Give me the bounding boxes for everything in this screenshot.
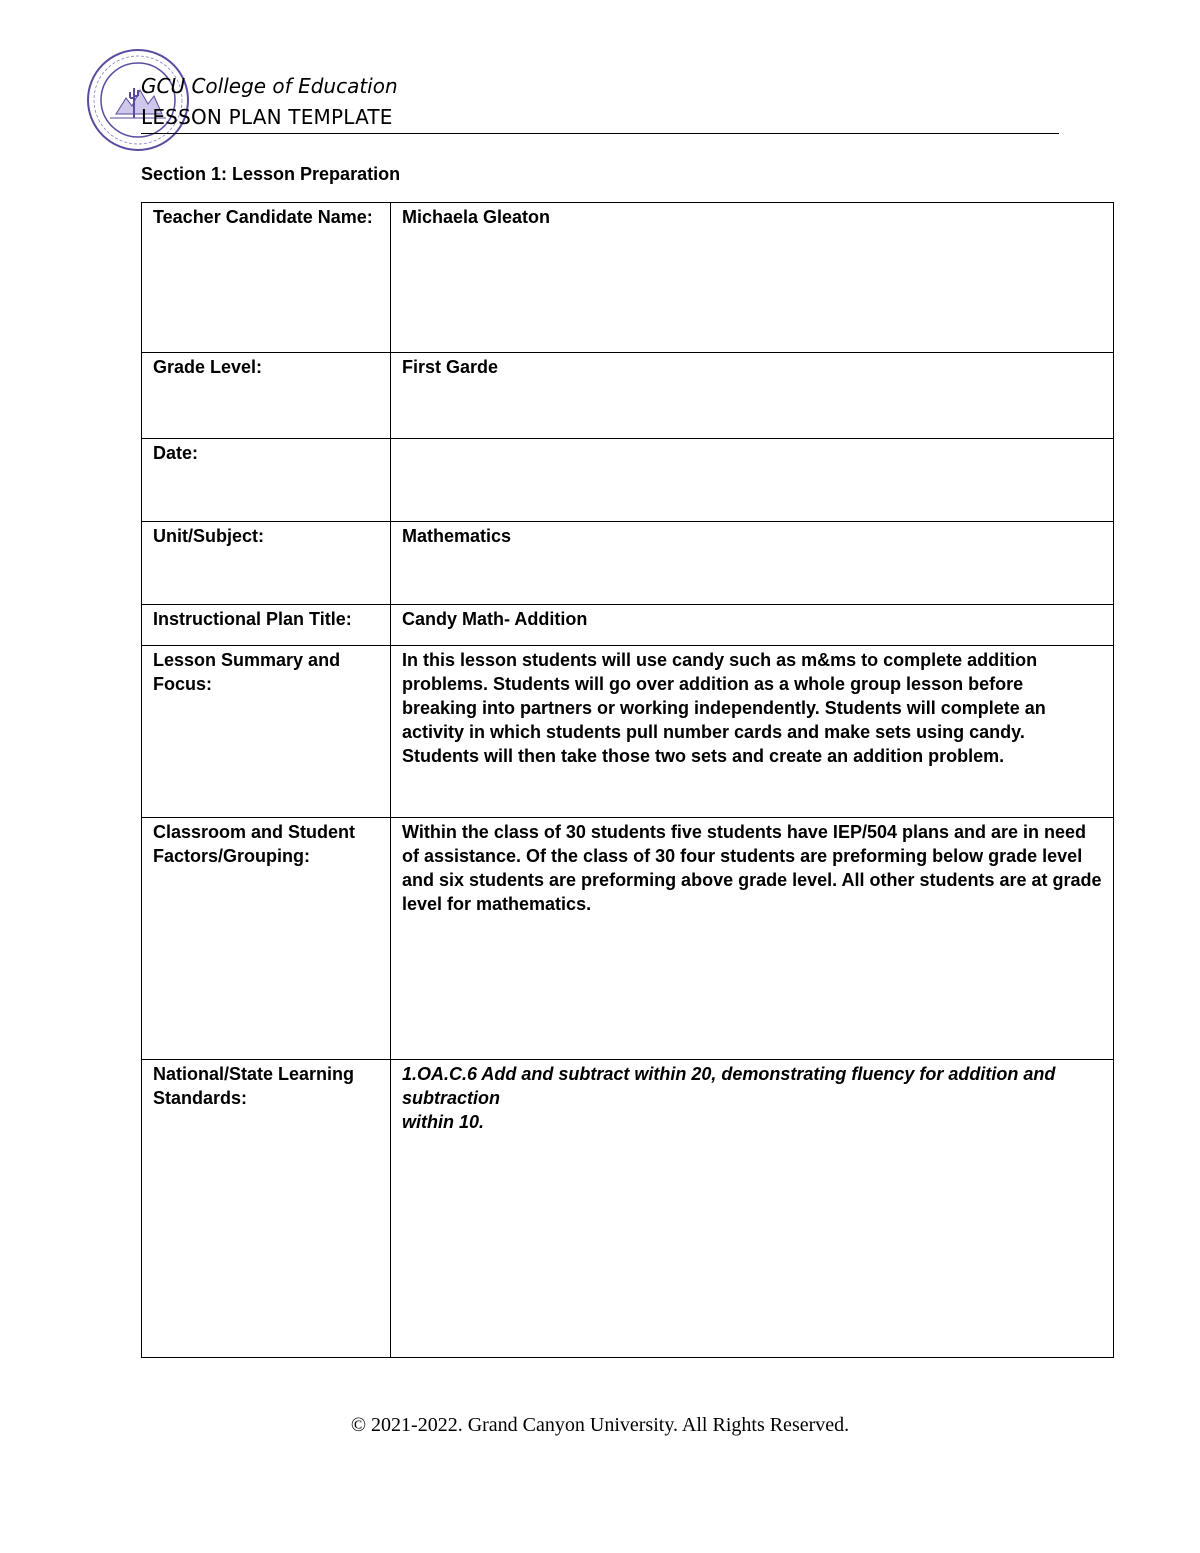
section-heading: Section 1: Lesson Preparation bbox=[141, 164, 401, 184]
row-label-unit-subject: Unit/Subject: bbox=[142, 522, 391, 605]
row-value-learning-standards bbox=[391, 1060, 1114, 1358]
row-value-lesson-summary: In this lesson students will use candy such as m&ms to complete addition problems. Students will go over addition as a whole group lesson before breaking into partners or working independently. Students will complete an activity in which students pull number cards and make sets using candy. Students will then take those two sets and create an addition problem. bbox=[391, 646, 1114, 818]
row-value-date bbox=[391, 439, 1114, 522]
row-value-grade-level: First Garde bbox=[391, 353, 1114, 439]
table-row bbox=[142, 353, 1114, 439]
copyright-footer: © 2021-2022. Grand Canyon University. All Rights Reserved. bbox=[350, 1414, 850, 1436]
table-row bbox=[142, 439, 1114, 522]
table-row bbox=[142, 605, 1114, 646]
row-value-unit-subject: Mathematics bbox=[391, 522, 1114, 605]
row-label-instructional-plan-title: Instructional Plan Title: bbox=[142, 605, 391, 646]
row-label-teacher-candidate-name: Teacher Candidate Name: bbox=[142, 203, 391, 353]
row-value-classroom-factors: Within the class of 30 students five students have IEP/504 plans and are in need of assistance. Of the class of 30 four students are preforming below grade level and six students are preforming above grade level. All other students are at grade level for mathematics. bbox=[391, 818, 1114, 1060]
document-header-title: GCU College of Education bbox=[141, 74, 398, 98]
standard-line: within 10. bbox=[402, 1112, 485, 1132]
row-label-lesson-summary: Lesson Summary and Focus: bbox=[142, 646, 391, 818]
row-value-instructional-plan-title: Candy Math- Addition bbox=[391, 605, 1114, 646]
table-row bbox=[142, 1060, 1114, 1358]
university-seal-icon bbox=[86, 48, 190, 152]
lesson-preparation-table bbox=[141, 202, 1114, 1358]
table-row bbox=[142, 646, 1114, 818]
row-label-learning-standards: National/State Learning Standards: bbox=[142, 1060, 391, 1358]
row-label-grade-level: Grade Level: bbox=[142, 353, 391, 439]
header-divider bbox=[141, 133, 1059, 134]
standard-line: 1.OA.C.6 Add and subtract within 20, demonstrating fluency for addition and subtraction bbox=[402, 1064, 1056, 1108]
row-label-classroom-factors: Classroom and Student Factors/Grouping: bbox=[142, 818, 391, 1060]
table-row bbox=[142, 203, 1114, 353]
row-label-date: Date: bbox=[142, 439, 391, 522]
table-row bbox=[142, 522, 1114, 605]
table-row bbox=[142, 818, 1114, 1060]
row-value-teacher-candidate-name: Michaela Gleaton bbox=[391, 203, 1114, 353]
document-header-subtitle: LESSON PLAN TEMPLATE bbox=[141, 105, 393, 129]
